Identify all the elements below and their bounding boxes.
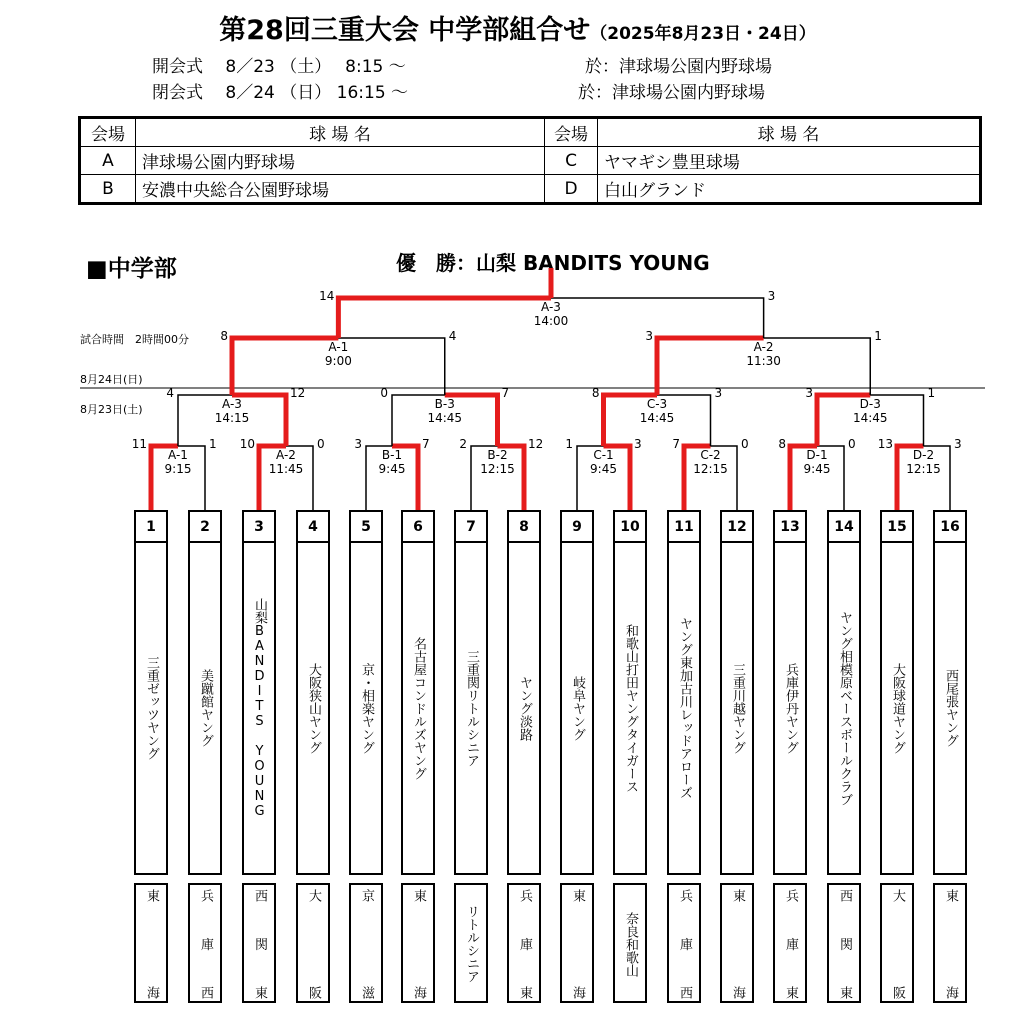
- team-region: 奈良和歌山: [623, 911, 638, 977]
- team-seed: 16: [933, 510, 967, 542]
- team-region: 西関東: [837, 889, 852, 999]
- match-code: A-3: [541, 300, 561, 314]
- team-name-box: [188, 542, 222, 875]
- match-time: 12:15: [693, 462, 728, 476]
- score-left: 8: [591, 386, 600, 400]
- match-code: D-2: [912, 448, 935, 462]
- team-name-box: [454, 542, 488, 875]
- score-left: 3: [354, 437, 362, 451]
- score-right: 7: [422, 437, 430, 451]
- venue-name: 津球場公園内野球場: [136, 147, 545, 175]
- team-seed: 2: [188, 510, 222, 542]
- team-seed: 10: [613, 510, 647, 542]
- match-time: 14:45: [427, 411, 463, 425]
- team-region-box: [720, 883, 754, 1003]
- team-region: 兵庫西: [198, 889, 213, 999]
- team-name: ヤング東加古川レッドアローズ: [677, 617, 692, 799]
- match-code: B-2: [487, 448, 508, 462]
- team-seed: 9: [560, 510, 594, 542]
- score-left: 8: [220, 329, 228, 343]
- score-right: 7: [501, 386, 510, 400]
- venue-id: B: [80, 175, 136, 204]
- match-time: 11:30: [746, 354, 781, 368]
- venue-header-right: 会場: [545, 118, 598, 147]
- team-name-box: [613, 542, 647, 875]
- team-region-box: [613, 883, 647, 1003]
- team-seed: 1: [134, 510, 168, 542]
- score-left: 3: [805, 386, 813, 400]
- score-left: 8: [778, 437, 786, 451]
- team-name-box: [349, 542, 383, 875]
- score-left: 2: [459, 437, 467, 451]
- score-right: 1: [874, 329, 882, 343]
- team-name: 京・相楽ヤング: [359, 662, 374, 754]
- team-region: 大阪: [306, 889, 321, 999]
- score-right: 0: [317, 437, 325, 451]
- match-time: 9:15: [164, 462, 192, 476]
- venue-id: A: [80, 147, 136, 175]
- team-region-box: [242, 883, 276, 1003]
- team-seed: 5: [349, 510, 383, 542]
- venue-id: C: [545, 147, 598, 175]
- match-code: B-1: [381, 448, 403, 462]
- match-time: 9:45: [803, 462, 831, 476]
- match-code: A-1: [328, 340, 349, 354]
- team-region-box: [454, 883, 488, 1003]
- score-left: 10: [239, 437, 255, 451]
- team-seed: 7: [454, 510, 488, 542]
- team-region-box: [401, 883, 435, 1003]
- team-name: 名古屋コンドルズヤング: [411, 636, 426, 780]
- score-right: 0: [741, 437, 749, 451]
- team-region-box: [188, 883, 222, 1003]
- opening-venue: 於：津球場公園内野球場: [585, 57, 772, 77]
- match-time: 11:45: [268, 462, 304, 476]
- team-name-box: [933, 542, 967, 875]
- closing-ceremony: 閉会式 8／24 （日） 16:15 ～: [152, 83, 409, 103]
- team-name: 三重関リトルシニア: [464, 649, 479, 767]
- score-right: 3: [767, 289, 776, 303]
- team-name-box: [507, 542, 541, 875]
- team-name: 大阪球道ヤング: [890, 662, 905, 754]
- team-name-box: [827, 542, 861, 875]
- match-time: 14:45: [639, 411, 675, 425]
- team-region-box: [507, 883, 541, 1003]
- match-time: 9:45: [590, 462, 617, 476]
- team-seed: 8: [507, 510, 541, 542]
- team-name: 美蹴館ヤング: [198, 669, 213, 747]
- team-region-box: [880, 883, 914, 1003]
- day2-label: 8月24日(日): [80, 373, 143, 386]
- team-name: 三重ゼッツヤング: [144, 656, 159, 760]
- team-name-box: [560, 542, 594, 875]
- team-name: ヤング淡路: [517, 675, 532, 741]
- score-left: 11: [131, 437, 147, 451]
- title-text: 第28回三重大会 中学部組合せ: [219, 15, 591, 46]
- venue-name-header-right: 球 場 名: [598, 118, 981, 147]
- team-region: 兵庫西: [677, 889, 692, 999]
- team-name: 兵庫伊丹ヤング: [783, 662, 798, 754]
- team-region: 京滋: [359, 889, 374, 999]
- score-right: 4: [448, 329, 457, 343]
- match-time: 9:45: [378, 462, 406, 476]
- team-seed: 3: [242, 510, 276, 542]
- team-seed: 11: [667, 510, 701, 542]
- score-left: 7: [672, 437, 680, 451]
- score-right: 12: [290, 386, 306, 400]
- team-region: リトルシニア: [464, 905, 479, 983]
- title-dates: （2025年8月23日・24日）: [590, 24, 816, 44]
- venue-id: D: [545, 175, 598, 204]
- match-code: D-1: [806, 448, 828, 462]
- team-name-box: [773, 542, 807, 875]
- winner-line: [338, 298, 551, 338]
- match-time: 9:00: [324, 354, 352, 368]
- score-right: 0: [848, 437, 856, 451]
- team-seed: 12: [720, 510, 754, 542]
- team-name-box: [242, 542, 276, 875]
- score-right: 3: [954, 437, 962, 451]
- match-time: 14:00: [533, 314, 569, 328]
- venue-name: ヤマギシ豊里球場: [598, 147, 981, 175]
- team-name: 三重川越ヤング: [730, 662, 745, 754]
- match-time: 12:15: [906, 462, 941, 476]
- score-left: 3: [645, 329, 653, 343]
- score-left: 14: [319, 289, 335, 303]
- team-name-box: [720, 542, 754, 875]
- champion-label: 優 勝：山梨 BANDITS YOUNG: [396, 251, 710, 275]
- team-name-box: [880, 542, 914, 875]
- match-code: C-3: [646, 397, 668, 411]
- score-left: 13: [877, 437, 893, 451]
- match-code: A-2: [753, 340, 774, 354]
- team-region: 兵庫東: [783, 889, 798, 999]
- team-name: 西尾張ヤング: [943, 669, 958, 747]
- team-name-box: [667, 542, 701, 875]
- team-seed: 4: [296, 510, 330, 542]
- team-region: 東海: [943, 889, 958, 999]
- section-title: ■中学部: [86, 256, 177, 282]
- score-left: 4: [166, 386, 174, 400]
- match-time: 12:15: [480, 462, 515, 476]
- team-name: ヤング相模原ベースボールクラブ: [837, 610, 852, 806]
- venue-name: 白山グランド: [598, 175, 981, 204]
- match-code: C-1: [593, 448, 614, 462]
- team-region-box: [134, 883, 168, 1003]
- closing-venue: 於：津球場公園内野球場: [578, 83, 765, 103]
- match-time: 14:45: [852, 411, 888, 425]
- team-region: 兵庫東: [517, 889, 532, 999]
- score-right: 12: [528, 437, 544, 451]
- team-name: 和歌山打田ヤングタイガース: [623, 623, 638, 793]
- match-code: B-3: [434, 397, 455, 411]
- score-right: 1: [209, 437, 217, 451]
- team-seed: 14: [827, 510, 861, 542]
- team-region: 東海: [730, 889, 745, 999]
- team-region: 東海: [144, 889, 159, 999]
- team-region-box: [296, 883, 330, 1003]
- team-region-box: [560, 883, 594, 1003]
- team-name: 岐阜ヤング: [570, 675, 585, 741]
- match-code: C-2: [700, 448, 721, 462]
- match-time-note: 試合時間 2時間00分: [80, 333, 189, 346]
- team-region-box: [773, 883, 807, 1003]
- venue-header-left: 会場: [80, 118, 136, 147]
- team-seed: 15: [880, 510, 914, 542]
- team-name-box: [134, 542, 168, 875]
- score-left: 1: [565, 437, 573, 451]
- team-region: 大阪: [890, 889, 905, 999]
- winner-line: [232, 338, 338, 395]
- team-region: 西関東: [252, 889, 267, 999]
- team-name: 山梨BANDITS YOUNG: [252, 597, 267, 819]
- venue-name-header-left: 球 場 名: [136, 118, 545, 147]
- score-right: 3: [714, 386, 723, 400]
- day1-label: 8月23日(土): [80, 403, 143, 416]
- match-code: A-3: [222, 397, 242, 411]
- match-code: D-3: [859, 397, 881, 411]
- team-name: 大阪狭山ヤング: [306, 662, 321, 754]
- team-region: 東海: [411, 889, 426, 999]
- team-name-box: [401, 542, 435, 875]
- team-seed: 6: [401, 510, 435, 542]
- team-region: 東海: [570, 889, 585, 999]
- venue-name: 安濃中央総合公園野球場: [136, 175, 545, 204]
- team-region-box: [933, 883, 967, 1003]
- team-seed: 13: [773, 510, 807, 542]
- score-right: 3: [634, 437, 642, 451]
- team-region-box: [349, 883, 383, 1003]
- match-time: 14:15: [214, 411, 250, 425]
- match-code: A-2: [276, 448, 296, 462]
- opening-ceremony: 開会式 8／23 （土） 8:15 ～: [152, 57, 406, 77]
- score-left: 0: [380, 386, 388, 400]
- team-name-box: [296, 542, 330, 875]
- team-region-box: [827, 883, 861, 1003]
- score-right: 1: [927, 386, 936, 400]
- team-region-box: [667, 883, 701, 1003]
- match-code: A-1: [168, 448, 188, 462]
